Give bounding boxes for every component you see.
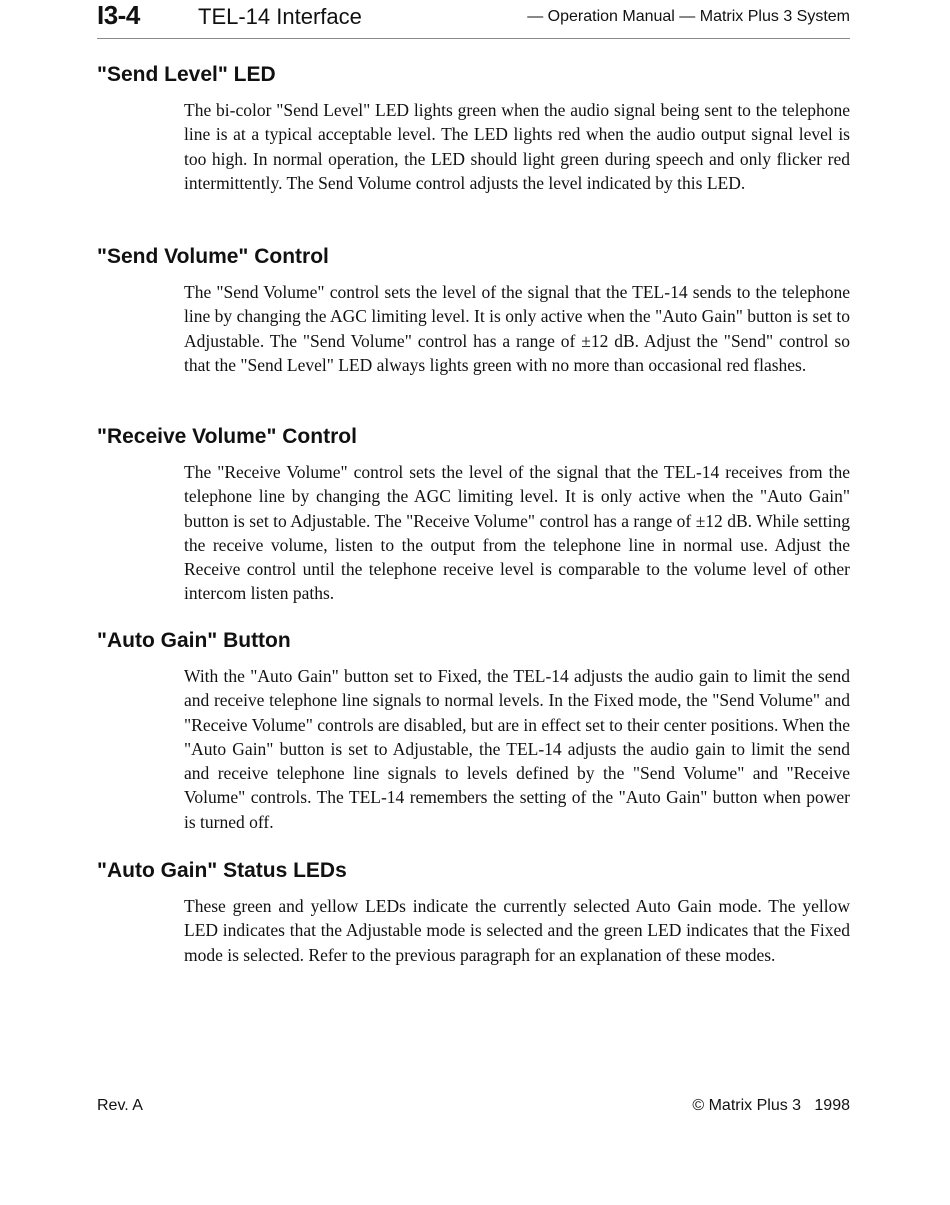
section-body: The "Send Volume" control sets the level of the signal that the TEL-14 sends to the telephone line by changing the AGC limiting level. It is only active when the "Auto Gain" button is set to Adjustable. The "Send Volume" control has a range of ±12 dB. Adjust the "Send" control so that the "Send Level" LED always lights green with no more than occasional red flashes. xyxy=(184,282,850,375)
section-send-volume-control xyxy=(97,245,850,377)
chapter-title: TEL-14 Interface xyxy=(198,4,362,29)
section-heading: "Send Volume" Control xyxy=(97,245,329,268)
section-auto-gain-status-leds xyxy=(97,859,850,967)
copyright-notice: © Matrix Plus 3 1998 xyxy=(692,1097,850,1114)
section-body: The bi-color "Send Level" LED lights green when the audio signal being sent to the telephone line is at a typical acceptable level. The LED lights red when the audio output signal level is too high. In normal operation, the LED should light green during speech and only flicker red intermittently. The Send Volume control adjusts the level indicated by this LED. xyxy=(184,100,850,193)
section-body: The "Receive Volume" control sets the level of the signal that the TEL-14 receives from the telephone line by changing the AGC limiting level. It is only active when the "Auto Gain" button is set to Adjustable. The "Receive Volume" control has a range of ±12 dB. While setting the receive volume, listen to the output from the telephone line in normal use. Adjust the Receive control until the telephone receive level is comparable to the volume level of other intercom listen paths. xyxy=(184,462,850,604)
section-send-level-led xyxy=(97,63,850,195)
page-header xyxy=(97,0,850,39)
section-body: These green and yellow LEDs indicate the currently selected Auto Gain mode. The yellow LED indicates that the Adjustable mode is selected and the green LED indicates that the Fixed mode is selected. Refer to the previous paragraph for an explanation of these modes. xyxy=(184,896,850,965)
page-number: I3-4 xyxy=(97,0,140,30)
section-heading: "Auto Gain" Status LEDs xyxy=(97,859,347,882)
manual-title: — Operation Manual — Matrix Plus 3 System xyxy=(527,8,850,25)
section-heading: "Send Level" LED xyxy=(97,63,276,86)
revision-label: Rev. A xyxy=(97,1097,143,1114)
section-heading: "Receive Volume" Control xyxy=(97,425,357,448)
section-receive-volume-control xyxy=(97,425,850,606)
section-heading: "Auto Gain" Button xyxy=(97,629,291,652)
section-body: With the "Auto Gain" button set to Fixed, the TEL-14 adjusts the audio gain to limit the send and receive telephone line signals to normal levels. In the Fixed mode, the "Send Volume" and "Receive Volume" controls are disabled, but are in effect set to their center positions. When the "Auto Gain" button is set to Adjustable, the TEL-14 adjusts the audio gain to limit the send and receive telephone line signals to levels defined by the "Send Volume" and "Receive Volume" controls. The TEL-14 remembers the setting of the "Auto Gain" button when power is turned off. xyxy=(184,666,850,832)
section-auto-gain-button xyxy=(97,629,850,834)
